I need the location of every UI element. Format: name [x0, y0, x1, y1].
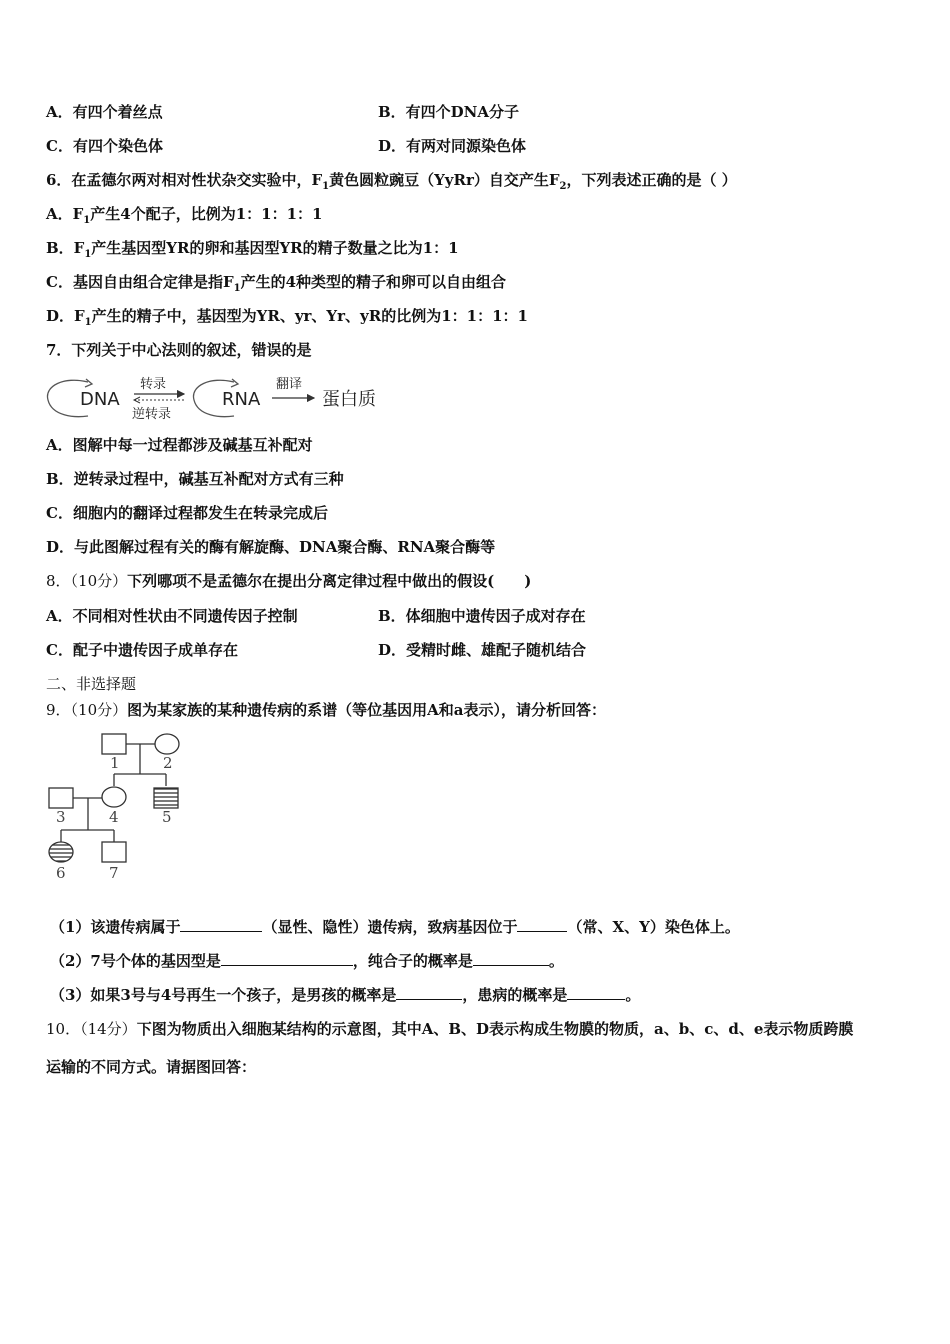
q7-option-a: A．图解中每一过程都涉及碱基互补配对 [46, 436, 313, 454]
answer-blank[interactable] [517, 917, 567, 932]
reverse-transcription-label: 逆转录 [132, 407, 172, 422]
protein-label: 蛋白质 [322, 389, 376, 410]
q8-option-d: D．受精时雌、雄配子随机结合 [378, 641, 587, 659]
answer-blank[interactable] [221, 951, 353, 966]
q7-option-b: B．逆转录过程中，碱基互补配对方式有三种 [46, 470, 344, 488]
pedigree-male-3 [49, 788, 73, 808]
q5-option-a: A．有四个着丝点 [46, 103, 163, 121]
q5-option-b: B．有四个DNA分子 [378, 103, 520, 121]
pedigree-label-2: 2 [163, 754, 173, 772]
central-dogma-diagram [44, 370, 394, 426]
pedigree-label-3: 3 [56, 808, 66, 826]
answer-blank[interactable] [567, 985, 625, 1000]
transcription-label: 转录 [140, 377, 167, 392]
q10-stem-line2: 运输的不同方式。请据图回答： [46, 1058, 257, 1076]
pedigree-affected-female-6 [49, 842, 73, 862]
answer-blank[interactable] [473, 951, 549, 966]
pedigree-label-5: 5 [162, 808, 172, 826]
pedigree-chart [40, 728, 200, 884]
pedigree-affected-male-5 [154, 788, 178, 808]
pedigree-male-1 [102, 734, 126, 754]
rna-label: RNA [222, 389, 261, 410]
answer-blank[interactable] [180, 917, 262, 932]
q8-option-c: C．配子中遗传因子成单存在 [46, 641, 238, 659]
answer-blank[interactable] [396, 985, 462, 1000]
q9-stem: 9．（10分）图为某家族的某种遗传病的系谱（等位基因用A和a表示），请分析回答： [46, 701, 607, 719]
q7-stem: 7．下列关于中心法则的叙述，错误的是 [46, 341, 312, 359]
q6-option-c: C．基因自由组合定律是指$F_1$产生的4种类型的精子和卵可以自由组合 [46, 273, 507, 294]
q8-option-a: A．不同相对性状由不同遗传因子控制 [46, 607, 298, 625]
section-title: 二、非选择题 [46, 675, 137, 693]
translation-label: 翻译 [276, 377, 303, 392]
pedigree-label-4: 4 [109, 808, 119, 826]
q5-option-c: C．有四个染色体 [46, 137, 163, 155]
q9-part3: （3）如果3号与4号再生一个孩子，是男孩的概率是 ，患病的概率是 。 [50, 986, 641, 1004]
q6-option-a: A．$F_1$产生4个配子，比例为1：1：1：1 [46, 205, 323, 226]
q8-stem: 8．（10分）下列哪项不是孟德尔在提出分离定律过程中做出的假设( ) [46, 572, 532, 590]
pedigree-label-6: 6 [56, 864, 66, 882]
q9-part2: （2）7号个体的基因型是 ，纯合子的概率是 。 [50, 952, 564, 970]
q7-option-c: C．细胞内的翻译过程都发生在转录完成后 [46, 504, 328, 522]
dna-label: DNA [80, 389, 120, 410]
q6-option-d: D．$F_1$产生的精子中，基因型为YR、yr、Yr、yR的比例为1：1：1：1 [46, 307, 528, 328]
q6-option-b: B．$F_1$产生基因型YR的卵和基因型YR的精子数量之比为1：1 [46, 239, 459, 260]
q10-stem-line1: 10．（14分）下图为物质出入细胞某结构的示意图，其中A、B、D表示构成生物膜的物质，a、b、c、d、e表示物质跨膜 [46, 1020, 854, 1038]
pedigree-label-1: 1 [110, 754, 120, 772]
q8-option-b: B．体细胞中遗传因子成对存在 [378, 607, 586, 625]
q9-part1: （1）该遗传病属于 （显性、隐性）遗传病，致病基因位于 （常、X、Y）染色体上。 [50, 918, 740, 936]
pedigree-male-7 [102, 842, 126, 862]
q5-option-d: D．有两对同源染色体 [378, 137, 527, 155]
pedigree-female-2 [155, 734, 179, 754]
q7-option-d: D．与此图解过程有关的酶有解旋酶、DNA聚合酶、RNA聚合酶等 [46, 538, 496, 556]
pedigree-female-4 [102, 787, 126, 807]
pedigree-label-7: 7 [109, 864, 119, 882]
q6-stem: 6．在孟德尔两对相对性状杂交实验中，$F_1$黄色圆粒豌豆（YyRr）自交产生$F_2$，下列表述正确的是（ ） [46, 171, 737, 192]
